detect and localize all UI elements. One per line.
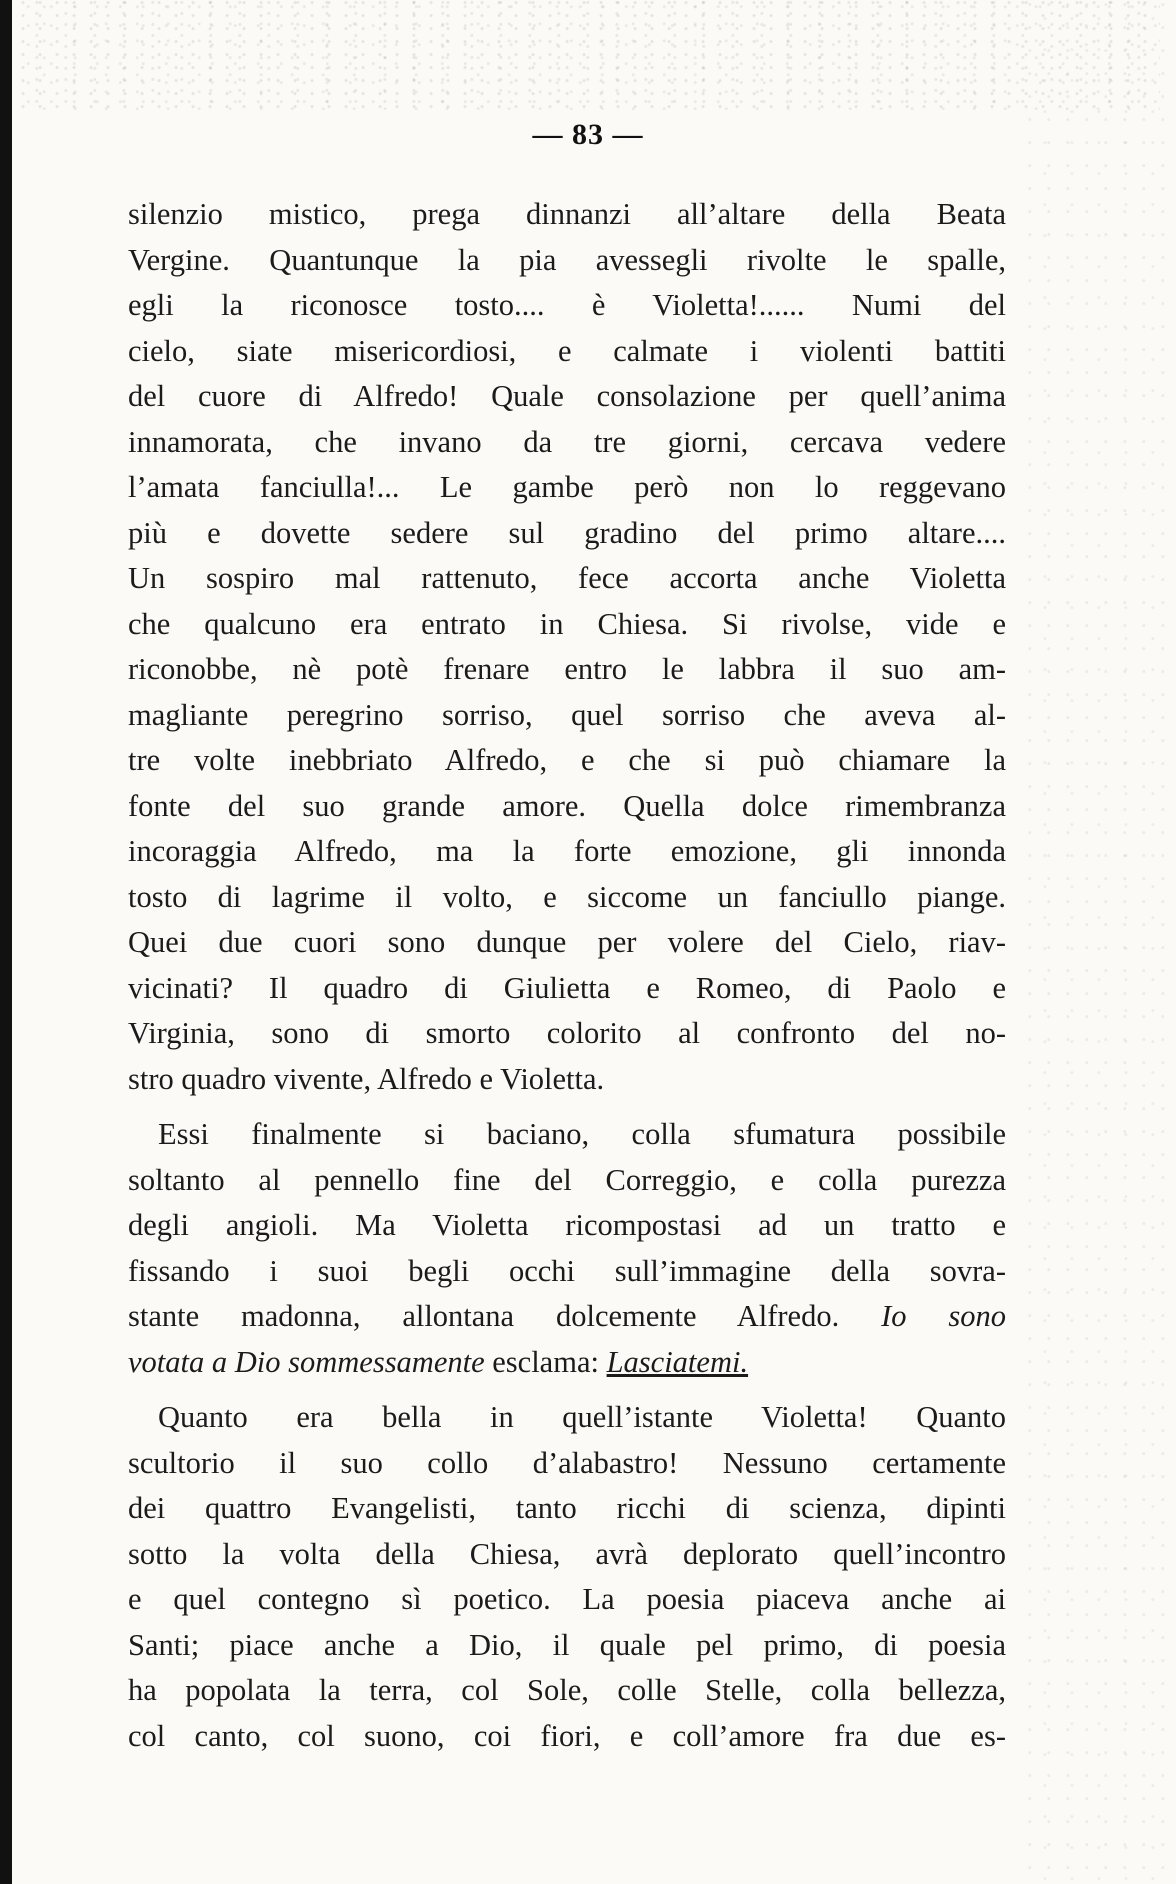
paragraph-3 bbox=[128, 1395, 1006, 1759]
text-line: più e dovette sedere sul gradino del primo altare.... bbox=[128, 515, 1006, 550]
page-speckles-top bbox=[20, 0, 1160, 110]
paragraph-gap bbox=[128, 1385, 1006, 1395]
text-line: sotto la volta della Chiesa, avrà deplorato quell’incontro bbox=[128, 1536, 1006, 1571]
text-line: dei quattro Evangelisti, tanto ricchi di scienza, dipinti bbox=[128, 1491, 1006, 1525]
text-line: Quei due cuori sono dunque per volere del Cielo, riav- bbox=[128, 925, 1006, 959]
text-line: vicinati? Il quadro di Giulietta e Romeo, di Paolo e bbox=[128, 970, 1006, 1005]
text-line: l’amata fanciulla!... Le gambe però non lo reggevano bbox=[128, 470, 1006, 504]
text-line: che qualcuno era entrato in Chiesa. Si rivolse, vide e bbox=[128, 606, 1006, 641]
text-line: Vergine. Quantunque la pia avessegli rivolte le spalle, bbox=[128, 242, 1006, 277]
paragraph-1 bbox=[128, 192, 1006, 1102]
text-line: soltanto al pennello fine del Correggio, e colla purezza bbox=[128, 1162, 1006, 1197]
page-number: — 83 — bbox=[532, 118, 644, 151]
text-line: riconobbe, nè potè frenare entro le labbra il suo am- bbox=[128, 652, 1006, 686]
text-line: Virginia, sono di smorto colorito al confronto del no- bbox=[128, 1016, 1006, 1050]
text-line-fragment: stante madonna, allontana dolcemente Alfredo. bbox=[128, 1299, 840, 1333]
text-line: tosto di lagrime il volto, e siccome un fanciullo piange. bbox=[128, 879, 1006, 914]
text-line: magliante peregrino sorriso, quel sorriso che aveva al- bbox=[128, 697, 1006, 732]
text-line: col canto, col suono, coi fiori, e coll’amore fra due es- bbox=[128, 1718, 1006, 1753]
text-line: innamorata, che invano da tre giorni, cercava vedere bbox=[128, 424, 1006, 459]
text-line: del cuore di Alfredo! Quale consolazione per quell’anima bbox=[128, 379, 1006, 413]
text-line: fissando i suoi begli occhi sull’immagine della sovra- bbox=[128, 1253, 1006, 1288]
italic-quote-part-1: Io sono bbox=[881, 1299, 1006, 1333]
text-line: cielo, siate misericordiosi, e calmate i violenti battiti bbox=[128, 333, 1006, 368]
body-text bbox=[128, 192, 1006, 1759]
paragraph-gap bbox=[128, 1102, 1006, 1112]
text-line: incoraggia Alfredo, ma la forte emozione, gli innonda bbox=[128, 834, 1006, 868]
text-line: scultorio il suo collo d’alabastro! Nessuno certamente bbox=[128, 1445, 1006, 1480]
text-line-with-italic-start bbox=[128, 1294, 1006, 1340]
text-line: Un sospiro mal rattenuto, fece accorta anche Violetta bbox=[128, 561, 1006, 595]
binding-shadow bbox=[0, 0, 12, 1884]
text-line: Essi finalmente si baciano, colla sfumatura possibile bbox=[158, 1117, 1006, 1151]
paragraph-2 bbox=[128, 1112, 1006, 1385]
text-line: stro quadro vivente, Alfredo e Violetta. bbox=[128, 1061, 605, 1096]
text-line: silenzio mistico, prega dinnanzi all’altare della Beata bbox=[128, 197, 1006, 231]
text-line: e quel contegno sì poetico. La poesia piaceva anche ai bbox=[128, 1582, 1006, 1616]
text-line: fonte del suo grande amore. Quella dolce rimembranza bbox=[128, 788, 1006, 823]
italic-quote-part-2: votata a Dio sommessamente bbox=[128, 1344, 485, 1379]
exclaim-word: esclama: bbox=[492, 1344, 599, 1379]
text-line: Quanto era bella in quell’istante Violetta! Quanto bbox=[158, 1400, 1006, 1434]
text-line: ha popolata la terra, col Sole, colle Stelle, colla bellezza, bbox=[128, 1673, 1006, 1707]
text-line: tre volte inebbriato Alfredo, e che si può chiamare la bbox=[128, 743, 1006, 777]
italic-lasciatemi: Lasciatemi. bbox=[606, 1344, 749, 1379]
text-line: Santi; piace anche a Dio, il quale pel primo, di poesia bbox=[128, 1627, 1006, 1662]
text-line: egli la riconosce tosto.... è Violetta!...... Numi del bbox=[128, 288, 1006, 322]
text-line-italic-quote bbox=[128, 1340, 1006, 1386]
page-speckles-right bbox=[1026, 0, 1176, 1884]
text-line: degli angioli. Ma Violetta ricompostasi ad un tratto e bbox=[128, 1208, 1006, 1242]
